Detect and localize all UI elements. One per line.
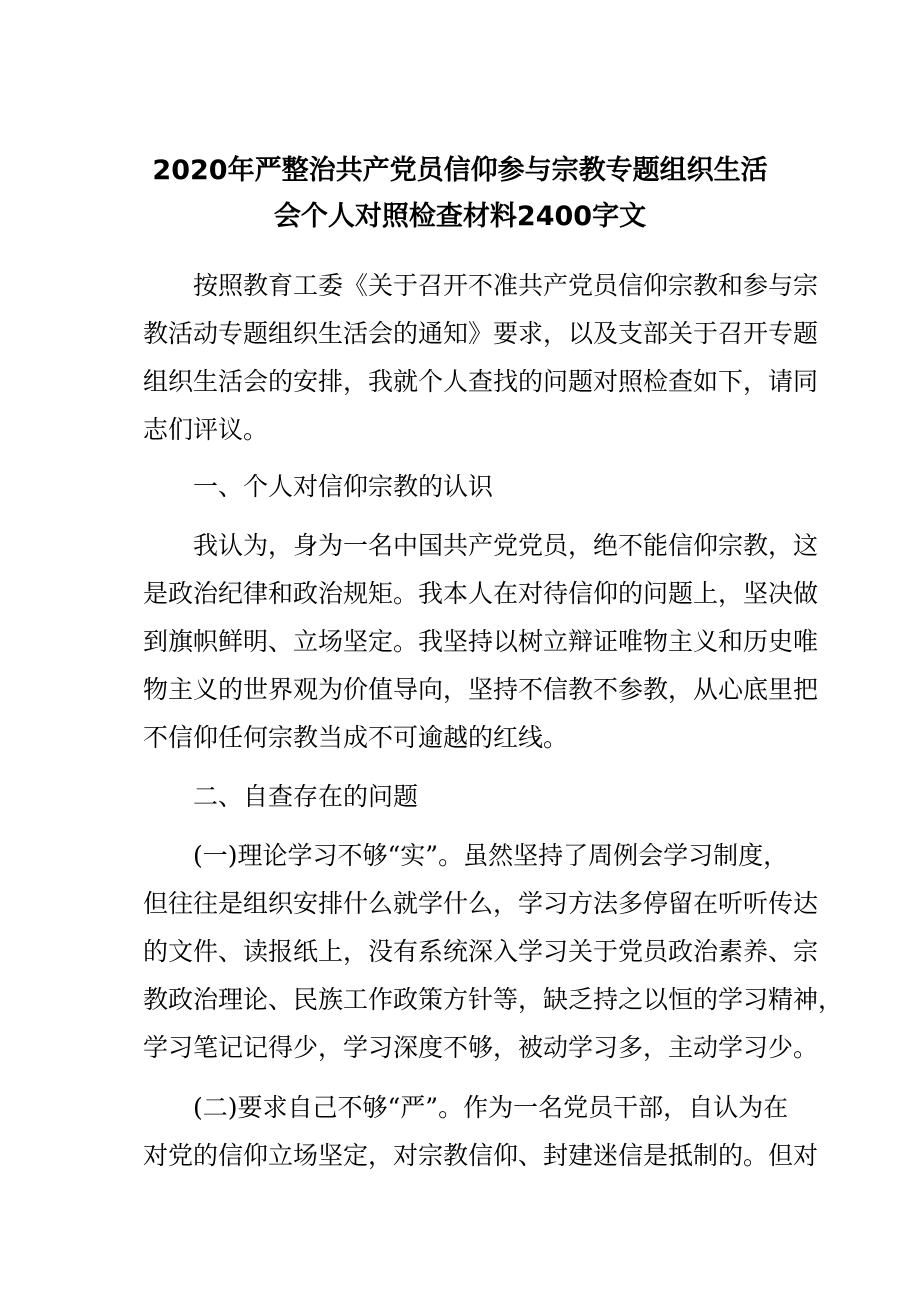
section-1-paragraph-line: 到旗帜鲜明、立场坚定。我坚持以树立辩证唯物主义和历史唯: [143, 627, 819, 656]
section-1-paragraph-line: 我认为，身为一名中国共产党党员，绝不能信仰宗教，这: [193, 531, 819, 560]
section-1-paragraph-line: 不信仰任何宗教当成不可逾越的红线。: [143, 723, 569, 752]
section-2-heading: 二、自查存在的问题: [193, 782, 419, 811]
section-2-item-1-line: 但往往是组织安排什么就学什么，学习方法多停留在听听传达: [143, 889, 819, 918]
document-title-line-1: 2020年严整治共产党员信仰参与宗教专题组织生活: [152, 155, 768, 186]
document-title-line-2: 会个人对照检查材料2400字文: [273, 201, 647, 232]
section-2-item-2-line: (二)要求自己不够“严”。作为一名党员干部，自认为在: [193, 1093, 789, 1122]
intro-paragraph-line: 按照教育工委《关于召开不准共产党员信仰宗教和参与宗: [193, 271, 819, 300]
section-1-paragraph-line: 是政治纪律和政治规矩。我本人在对待信仰的问题上，坚决做: [143, 579, 819, 608]
section-1-paragraph-line: 物主义的世界观为价值导向，坚持不信教不参教，从心底里把: [143, 675, 819, 704]
intro-paragraph-line: 教活动专题组织生活会的通知》要求，以及支部关于召开专题: [143, 319, 819, 348]
section-1-heading: 一、个人对信仰宗教的认识: [193, 472, 494, 501]
section-2-item-1-line: 教政治理论、民族工作政策方针等，缺乏持之以恒的学习精神，: [143, 985, 844, 1014]
section-2-item-1-line: (一)理论学习不够“实”。虽然坚持了周例会学习制度，: [193, 841, 789, 870]
intro-paragraph-line: 组织生活会的安排，我就个人查找的问题对照检查如下，请同: [143, 367, 819, 396]
section-2-item-2-line: 对党的信仰立场坚定，对宗教信仰、封建迷信是抵制的。但对: [143, 1141, 819, 1170]
section-2-item-1-line: 的文件、读报纸上，没有系统深入学习关于党员政治素养、宗: [143, 937, 819, 966]
intro-paragraph-line: 志们评议。: [143, 415, 269, 444]
section-2-item-1-line: 学习笔记记得少，学习深度不够，被动学习多，主动学习少。: [143, 1033, 819, 1062]
